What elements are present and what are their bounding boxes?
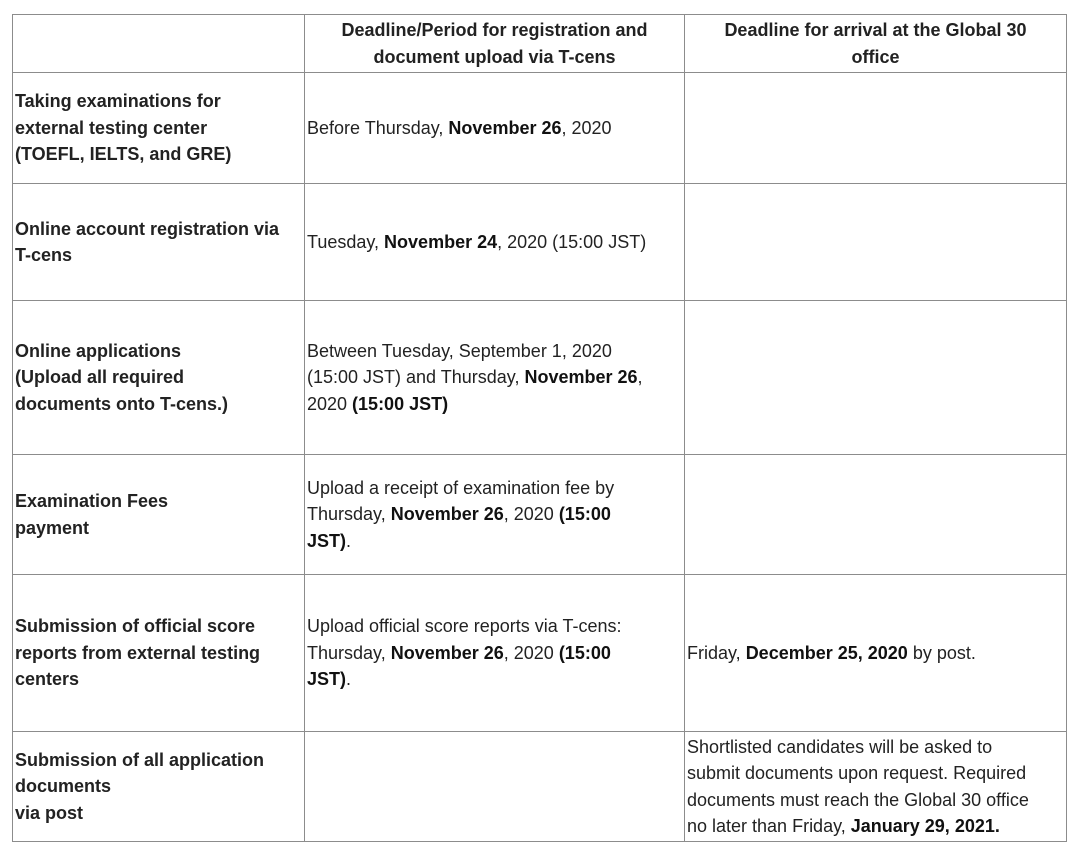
text: 2020 (307, 393, 353, 414)
row-label (13, 73, 305, 184)
table-row (13, 575, 1067, 732)
row-label-line: (TOEFL, IELTS, and GRE) (15, 144, 232, 165)
bold-date: December 25, 2020 (745, 642, 908, 663)
text: Upload a receipt of examination fee by (307, 477, 615, 498)
row-label-line: Examination Fees (15, 491, 169, 511)
row-label (13, 455, 305, 575)
row-label-line: external testing center (15, 117, 208, 138)
text: Thursday, (307, 504, 391, 525)
row-label-line: Submission of all application (15, 749, 265, 770)
bold-date: November 24 (384, 231, 498, 252)
text: , (637, 367, 643, 388)
bold-date: November 26 (390, 504, 504, 525)
row-label-line: payment (15, 517, 90, 538)
text: . (346, 530, 352, 551)
text: . (346, 669, 352, 690)
header-registration-deadline (305, 15, 685, 73)
registration-deadline-cell (305, 575, 685, 732)
table-row (13, 455, 1067, 575)
row-label-line: via post (15, 802, 84, 823)
text: Upload official score reports via T-cens: (307, 616, 622, 637)
text: Tuesday, (307, 231, 385, 252)
text: Thursday, (307, 642, 391, 663)
row-label-line: reports from external testing (15, 642, 261, 663)
text-line (307, 364, 682, 391)
row-label-line: Online applications (15, 340, 182, 361)
text: Between Tuesday, September 1, 2020 (307, 340, 612, 361)
arrival-deadline-cell (685, 575, 1067, 732)
table-row (13, 73, 1067, 184)
text: , 2020 (561, 117, 612, 138)
text: Friday, (687, 642, 746, 663)
arrival-deadline-cell (685, 184, 1067, 301)
row-label-line: documents (15, 776, 112, 797)
bold-time: (15:00 (558, 504, 611, 525)
text: documents must reach the Global 30 office (687, 789, 1029, 810)
header-row (13, 15, 1067, 73)
arrival-deadline-cell (685, 301, 1067, 455)
text: (15:00 JST) and Thursday, (307, 367, 525, 388)
table-row (13, 732, 1067, 842)
header-line: Deadline for arrival at the Global 30 (724, 20, 1027, 40)
text-line (307, 528, 682, 555)
arrival-deadline-cell (685, 73, 1067, 184)
arrival-deadline-cell (685, 732, 1067, 842)
registration-deadline-cell (305, 732, 685, 842)
row-label (13, 575, 305, 732)
arrival-deadline-cell (685, 455, 1067, 575)
registration-deadline-cell (305, 301, 685, 455)
header-arrival-deadline (685, 15, 1067, 73)
row-label-line: T-cens (15, 245, 73, 265)
bold-date: January 29, 2021. (850, 816, 1000, 836)
header-line: Deadline/Period for registration and (341, 20, 648, 40)
text: , 2020 (503, 504, 559, 525)
row-label (13, 184, 305, 301)
bold-date: November 26 (448, 117, 562, 138)
text-line (307, 391, 682, 418)
text-line (307, 640, 682, 667)
table-row (13, 301, 1067, 455)
row-label-line: Submission of official score (15, 616, 256, 637)
row-label (13, 732, 305, 842)
text: Before Thursday, (307, 117, 449, 138)
text: , 2020 (15:00 JST) (497, 231, 647, 252)
text-line (687, 813, 1064, 840)
row-label-line: centers (15, 669, 80, 690)
bold-time: (15:00 (558, 642, 611, 663)
row-label-line: Online account registration via (15, 218, 280, 239)
text: Shortlisted candidates will be asked to (687, 736, 993, 757)
row-label-line: Taking examinations for (15, 91, 221, 112)
text-line (307, 666, 682, 693)
text: no later than Friday, (687, 816, 851, 836)
registration-deadline-cell (305, 73, 685, 184)
registration-deadline-cell (305, 455, 685, 575)
bold-time: JST) (307, 669, 347, 690)
text: submit documents upon request. Required (687, 763, 1027, 783)
header-line: office (851, 46, 900, 67)
row-label-line: (Upload all required (15, 367, 185, 388)
text-line (307, 501, 682, 528)
header-empty (13, 15, 305, 73)
row-label (13, 301, 305, 455)
header-line: document upload via T-cens (373, 46, 616, 67)
schedule-table (12, 14, 1067, 842)
text: , 2020 (503, 642, 559, 663)
text: by post. (907, 642, 976, 663)
bold-time: (15:00 JST) (352, 393, 449, 414)
bold-time: JST) (307, 530, 347, 551)
registration-deadline-cell (305, 184, 685, 301)
bold-date: November 26 (524, 367, 638, 388)
bold-date: November 26 (390, 642, 504, 663)
table-row (13, 184, 1067, 301)
row-label-line: documents onto T-cens.) (15, 393, 229, 414)
